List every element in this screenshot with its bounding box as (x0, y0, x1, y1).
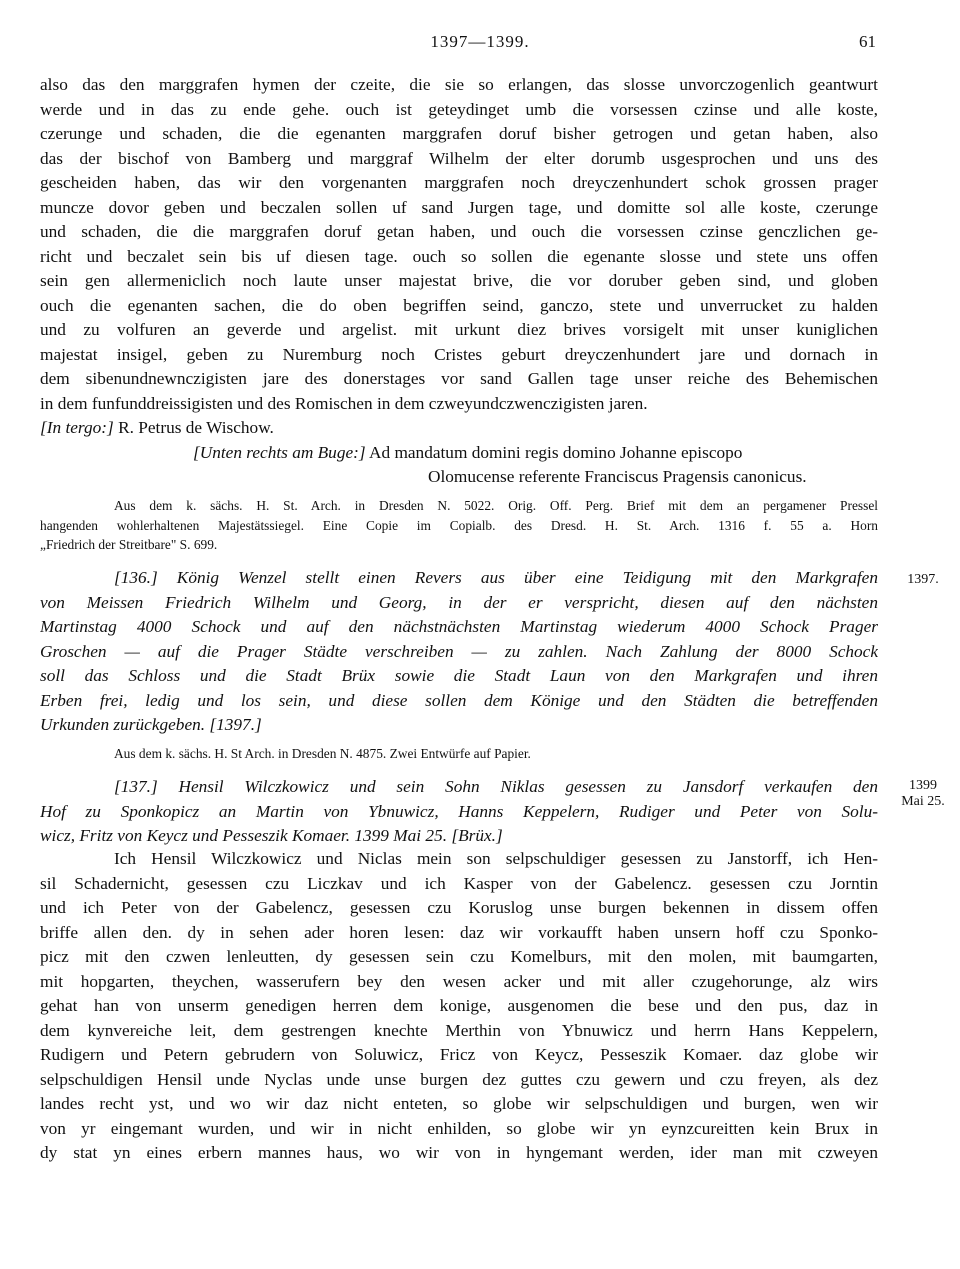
margin-date-day: Mai 25. (901, 794, 945, 809)
text-line: picz mit den czwen lenleutten, dy gesessen sein czu Komelburs, mit den molen, mit baumgarten, (40, 947, 878, 966)
regest-line: Martinstag 4000 Schock und auf den nächstnächsten Martinstag wiederum 4000 Schock Prager (40, 617, 878, 636)
text-line: gehat han von unserm genedigen herren dem konige, ausgenomen die bese und den pus, daz in (40, 996, 878, 1015)
in-tergo-text: R. Petrus de Wischow. (118, 418, 274, 437)
text-line: und ich Peter von der Gabelencz, gesessen czu Koruslog unse burgen bekennen in dissem offen (40, 898, 878, 917)
text-line: muncze dovor geben und beczalen sollen uf sand Jurgen tage, und domitte sol alle koste, czerunge (40, 197, 878, 217)
document-text-block-1 (40, 73, 878, 490)
source-line: „Friedrich der Streitbare" S. 699. (40, 537, 218, 552)
regest-line: wicz, Fritz von Keycz und Pesseszik Komaer. 1399 Mai 25. [Brüx.] (40, 826, 503, 845)
text-line: Ich Hensil Wilczkowicz und Niclas mein son selpschuldiger gesessen zu Janstorff, ich Hen- (114, 849, 878, 868)
text-line: briffe allen den. dy in sehen ader horen lesen: daz wir vorkaufft haben unsern hoff czu Sponko- (40, 922, 878, 942)
text-line: dem sibenundnewnczigisten jare des donerstages vor sand Gallen tage unser reiche des Behemischen (40, 369, 878, 388)
text-line: Rudigern und Petern gebrudern von Soluwicz, Fricz von Keycz, Pesseszik Komaer. daz globe wir (40, 1045, 878, 1064)
text-line: sil Schadernicht, gesessen czu Liczkav und ich Kasper von der Gabelencz. gesessen czu Jorntin (40, 873, 878, 893)
regest-line: Urkunden zurückgeben. [1397.] (40, 715, 262, 734)
entry-136-summary (40, 566, 878, 738)
entry-137-summary (40, 775, 878, 849)
in-tergo-label: [In tergo:] (40, 418, 114, 437)
regest-line: soll das Schloss und die Stadt Brüx sowie die Stadt Laun von den Markgrafen und ihren (40, 666, 878, 685)
regest-line: Groschen — auf die Prager Städte verschreiben — zu zahlen. Nach Zahlung der 8000 Schock (40, 641, 878, 661)
text-line: selpschuldigen Hensil unde Nyclas unde unse burgen dez guttes czu gewern und czu freyen, als dez (40, 1069, 878, 1089)
chancery-note-line1: Ad mandatum domini regis domino Johanne episcopo (369, 442, 743, 462)
text-line: von yr eingemant wurden, und wir in nicht enhilden, so globe wir yn eynzcureitten kein Brux in (40, 1118, 878, 1138)
source-note-1 (40, 496, 878, 555)
running-head (0, 32, 960, 56)
text-line: czerunge und schaden, die die egenanten marggrafen doruf bisher getrogen und getan haben, also (40, 124, 878, 143)
source-line: Aus dem k. sächs. H. St Arch. in Dresden N. 4875. Zwei Entwürfe auf Papier. (114, 746, 531, 761)
text-line: majestat insigel, geben zu Nuremburg noch Cristes geburt dreyczenhundert jare und dornach in (40, 344, 878, 364)
text-line: dy stat yn eines erbern mannes haus, wo wir von in hyngemant werden, ider man mit czweyen (40, 1143, 878, 1162)
text-line: also das den marggrafen hymen der czeite, die sie so erlangen, das slosse unvorczogenlich geantwurt (40, 75, 878, 94)
text-line: werde und in das zu ende gehe. ouch ist geteydinget umb die vorsessen czinse und alle koste, (40, 99, 878, 119)
text-line: landes recht yst, und wo wir daz nicht enteten, so globe wir selpschuldigen und burgen, wen wir (40, 1094, 878, 1113)
regest-line: [137.] Hensil Wilczkowicz und sein Sohn Niklas gesessen zu Jansdorf verkaufen den (114, 777, 878, 796)
text-line: das der bischof von Bamberg und marggraf Wilhelm der elter dorumb usgesprochen und uns des (40, 148, 878, 168)
margin-date-year: 1399 (909, 778, 937, 793)
in-tergo-note (40, 416, 878, 441)
source-line: Aus dem k. sächs. H. St. Arch. in Dresden N. 5022. Orig. Off. Perg. Brief mit dem an pergamener Pressel (114, 498, 878, 513)
regest-line: Erben frei, ledig und los sein, und diese sollen dem Könige und den Städten die betreffenden (40, 690, 878, 710)
chancery-note-label: [Unten rechts am Buge:] (193, 442, 366, 462)
regest-line: von Meissen Friedrich Wilhelm und Georg, in der er verspricht, diesen auf den nächsten (40, 592, 878, 612)
chancery-note-line2: Olomucense referente Franciscus Pragensis canonicus. (428, 467, 807, 486)
regest-line: Hof zu Sponkopicz an Martin von Ybnuwicz, Hanns Keppelern, Rudiger und Peter von Solu- (40, 801, 878, 821)
source-note-136 (40, 744, 878, 764)
margin-date-136: 1397. (907, 572, 939, 587)
document-text-block-2 (40, 847, 878, 1166)
text-line: dem kynvereiche leit, dem gestrengen knechte Merthin von Ybnuwicz und herrn Hans Keppelern, (40, 1020, 878, 1040)
margin-date-137 (898, 778, 948, 810)
text-line: und schaden, die die marggrafen doruf getan haben, und ouch die vorsessen czinse genczlichen ge- (40, 222, 878, 241)
text-line: in dem funfunddreissigisten und des Romischen in dem czweyundczwenczigisten jaren. (40, 393, 648, 413)
text-line: mit hopgarten, theychen, wasserufern bey den wesen acker und mit aller czugehorunge, alz wirs (40, 971, 878, 991)
page-number: 61 (859, 32, 876, 51)
text-line: ouch die egenanten sachen, die do oben begriffen seind, ganczo, stete und unverrucket zu halden (40, 295, 878, 315)
page-range-heading: 1397—1399. (430, 32, 530, 51)
text-line: gescheiden haben, das wir den vorgenanten marggrafen noch dreyczenhundert schok grossen prager (40, 173, 878, 192)
source-line: hangenden wohlerhaltenen Majestätssiegel. Eine Copie im Copialb. des Dresd. H. St. Arch. 1316 f. 55 a. Horn (40, 517, 878, 533)
chancery-note (40, 441, 878, 466)
text-line: und zu volfuren an geverde und argelist. mit urkunt diez brives vorsigelt mit unser kuniglichen (40, 320, 878, 339)
text-line: sein gen allermeniclich noch laute unser majestat brive, die vor doruber geben sind, und globen (40, 271, 878, 290)
text-line: richt und beczalet sein bis uf diesen tage. ouch so sollen die egenante slosse und stete uns offen (40, 246, 878, 266)
regest-line: [136.] König Wenzel stellt einen Revers aus über eine Teidigung mit den Markgrafen (114, 568, 878, 587)
